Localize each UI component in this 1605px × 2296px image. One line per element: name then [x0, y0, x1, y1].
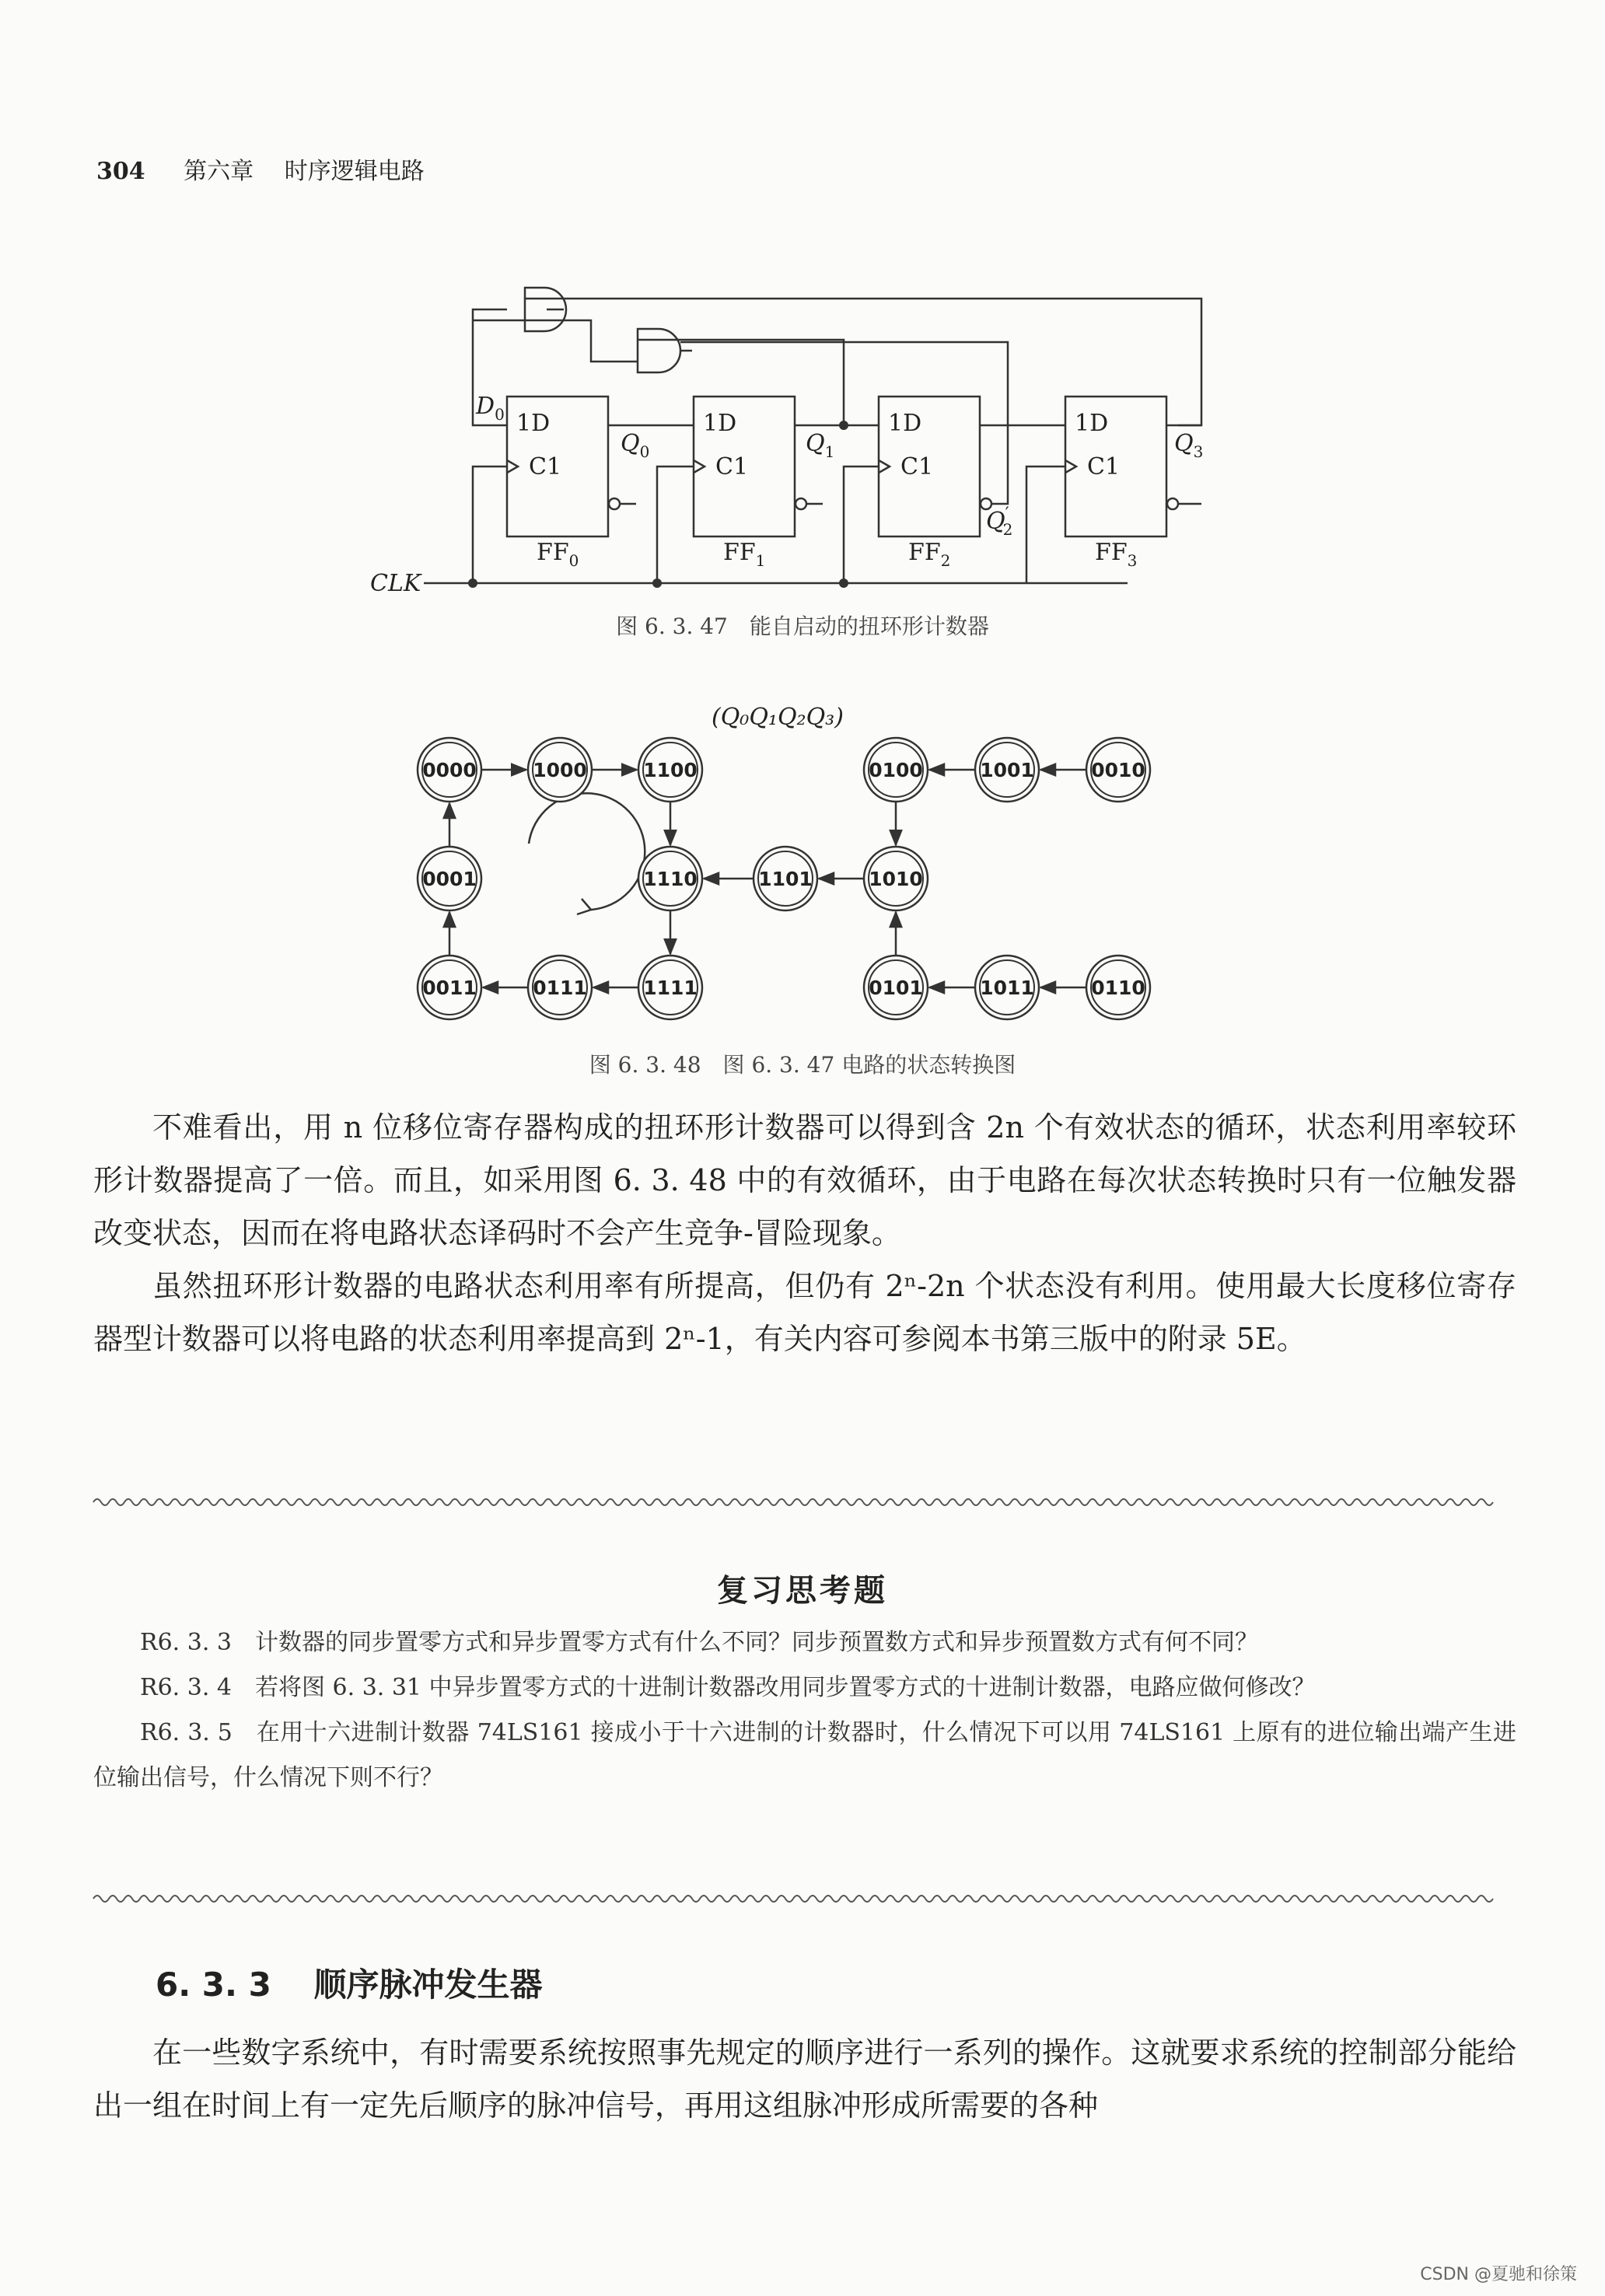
review-item-R6.3.3: R6. 3. 3 计数器的同步置零方式和异步置零方式有什么不同？同步预置数方式和异步预置数方式有何不同？: [140, 1629, 1258, 1656]
svg-text:D0: [475, 393, 505, 424]
state-label: 0001: [422, 868, 477, 890]
ff3-sub: 3: [1127, 551, 1138, 570]
review-item-R6.3.5: R6. 3. 5 在用十六进制计数器 74LS161 接成小于十六进制的计数器时，什么情况下可以用 74LS161 上原有的进位输出端产生进位输出信号，什么情况下则不行？: [93, 1719, 1516, 1791]
state-label: 1010: [869, 868, 923, 890]
state-var-label: (Q₀Q₁Q₂Q₃): [712, 704, 844, 731]
paragraph-1: 不难看出，用 n 位移位寄存器构成的扭环形计数器可以得到含 2n 个有效状态的循环，状态利用率较环形计数器提高了一倍。而且，如采用图 6. 3. 48 中的有效循环，由于电路在每次状态转换时只有一位触发器改变状态，因而在将电路状态译码时不会产生竞争-冒险现象。: [93, 1110, 1516, 1250]
svg-text:Q0: [621, 430, 649, 461]
q2prime-sub: 2: [1002, 520, 1013, 539]
svg-text:FF1: [723, 539, 765, 570]
ff2-sub: 2: [940, 551, 951, 570]
state-0011: [418, 956, 481, 1019]
ff0-name: FF: [537, 539, 569, 566]
q3-sub: 3: [1193, 442, 1204, 461]
state-label: 0010: [1091, 759, 1145, 781]
state-0010: [1086, 738, 1150, 802]
state-1010: [864, 847, 928, 910]
state-1100: [638, 738, 702, 802]
and-gate-2: [638, 329, 680, 372]
circuit-diagram: [0, 0, 1605, 622]
state-label: 1001: [980, 759, 1034, 781]
ff0-d-label: 1D: [516, 410, 551, 437]
section-paragraph-wrap: [93, 2026, 1516, 2132]
ff1-d-label: 1D: [703, 410, 737, 437]
ff3-c-label: C1: [1087, 453, 1121, 481]
ff1-c-label: C1: [715, 453, 749, 481]
state-diagram: [0, 684, 1605, 1089]
svg-text:Q′2: [986, 505, 1012, 539]
q2prime-mark: ′: [1005, 505, 1009, 524]
state-0101: [864, 956, 928, 1019]
watermark: CSDN @夏驰和徐策: [1420, 2265, 1577, 2284]
state-0111: [528, 956, 592, 1019]
ff2-c-label: C1: [900, 453, 934, 481]
state-1110: [638, 847, 702, 910]
q3-label: Q: [1174, 430, 1194, 457]
state-1001: [975, 738, 1039, 802]
body-text: [93, 1101, 1516, 1365]
review-item-R6.3.4: R6. 3. 4 若将图 6. 3. 31 中异步置零方式的十进制计数器改用同步置零方式的十进制计数器，电路应做何修改？: [140, 1674, 1316, 1701]
state-label: 1111: [643, 977, 698, 999]
state-0001: [418, 847, 481, 910]
state-1000: [528, 738, 592, 802]
svg-text:FF2: [908, 539, 950, 570]
state-label: 0000: [422, 759, 477, 781]
review-title: 复习思考题: [717, 1573, 888, 1609]
wavy-divider-bottom: [0, 1891, 1605, 1906]
q1-sub: 1: [824, 442, 835, 461]
ff3-d-label: 1D: [1075, 410, 1109, 437]
section-title: 顺序脉冲发生器: [313, 1966, 543, 2004]
ff0-sub: 0: [568, 551, 579, 570]
state-1101: [754, 847, 817, 910]
q2prime-label: Q: [986, 508, 1005, 535]
ff0-c-label: C1: [529, 453, 562, 481]
q0-label: Q: [621, 430, 640, 457]
svg-text:Q1: [806, 430, 834, 461]
q0-sub: 0: [639, 442, 650, 461]
figure-47-caption: 图 6. 3. 47 能自启动的扭环形计数器: [616, 613, 989, 639]
state-label: 0111: [533, 977, 587, 999]
d0-sub: 0: [495, 405, 505, 424]
figure-48-caption: 图 6. 3. 48 图 6. 3. 47 电路的状态转换图: [589, 1052, 1016, 1078]
state-label: 0011: [422, 977, 477, 999]
state-label: 1011: [980, 977, 1034, 999]
state-1011: [975, 956, 1039, 1019]
q1-label: Q: [806, 430, 825, 457]
state-label: 1000: [533, 759, 587, 781]
state-0110: [1086, 956, 1150, 1019]
wavy-divider-top: [0, 1494, 1605, 1510]
state-0100: [864, 738, 928, 802]
state-0000: [418, 738, 481, 802]
state-label: 1101: [758, 868, 813, 890]
d0-label: D: [476, 393, 495, 420]
section-paragraph: 在一些数字系统中，有时需要系统按照事先规定的顺序进行一系列的操作。这就要求系统的控制部分能给出一组在时间上有一定先后顺序的脉冲信号，再用这组脉冲形成所需要的各种: [93, 2036, 1516, 2123]
state-label: 0110: [1091, 977, 1145, 999]
chapter-label: 第六章: [184, 158, 254, 185]
svg-text:FF3: [1095, 539, 1137, 570]
paragraph-2: 虽然扭环形计数器的电路状态利用率有所提高，但仍有 2ⁿ-2n 个状态没有利用。使用最大长度移位寄存器型计数器可以将电路的状态利用率提高到 2ⁿ-1，有关内容可参阅本书第三版中的附录 5E。: [93, 1269, 1516, 1356]
ff2-name: FF: [908, 539, 941, 566]
cycle-direction-arrow: [529, 793, 645, 910]
page-number: 304: [96, 158, 145, 185]
review-questions: [93, 1620, 1516, 1801]
state-label: 1100: [643, 759, 698, 781]
svg-text:Q3: [1174, 430, 1203, 461]
clk-label: CLK: [370, 570, 421, 597]
ff1-name: FF: [723, 539, 756, 566]
section-number: 6. 3. 3: [156, 1966, 271, 2004]
state-1111: [638, 956, 702, 1019]
section-heading: [156, 1959, 542, 2006]
chapter-title: 时序逻辑电路: [284, 158, 425, 185]
state-label: 1110: [643, 868, 698, 890]
ff3-name: FF: [1095, 539, 1128, 566]
state-label: 0101: [869, 977, 923, 999]
ff1-sub: 1: [755, 551, 766, 570]
ff2-d-label: 1D: [888, 410, 922, 437]
svg-text:FF0: [537, 539, 579, 570]
state-label: 0100: [869, 759, 923, 781]
